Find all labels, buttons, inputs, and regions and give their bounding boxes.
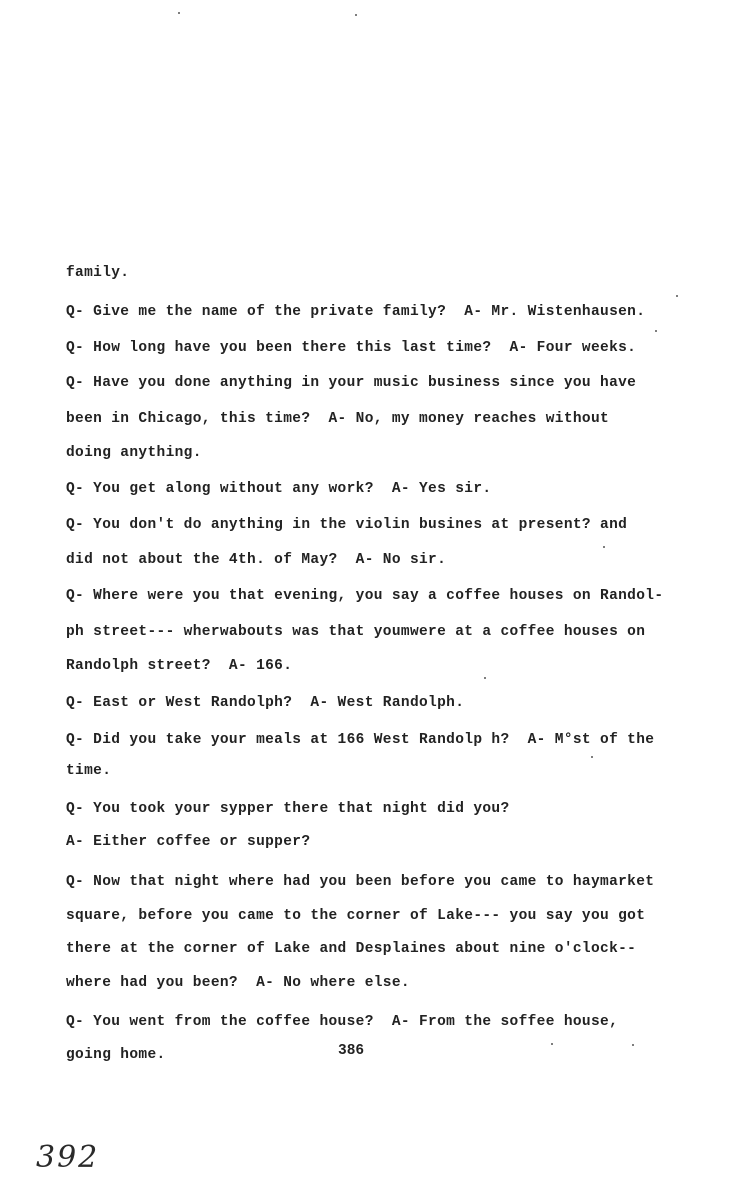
scan-speck [178,12,180,14]
transcript-line: Q- Now that night where had you been before you came to haymarket [66,874,655,890]
transcript-line: Q- You get along without any work? A- Yes sir. [66,481,492,497]
scan-speck [484,677,486,679]
transcript-line: going home. [66,1047,166,1063]
transcript-line: Q- You don't do anything in the violin busines at present? and [66,517,628,533]
transcript-line: time. [66,763,112,779]
transcript-line: ph street--- wherwabouts was that youmwere at a coffee houses on [66,624,646,640]
transcript-line: there at the corner of Lake and Desplaines about nine o'clock-- [66,941,637,957]
transcript-line: Q- How long have you been there this last time? A- Four weeks. [66,340,637,356]
scan-speck [676,295,678,297]
transcript-line: family. [66,265,130,281]
scan-speck [551,1043,553,1045]
transcript-line: Q- Have you done anything in your music business since you have [66,375,637,391]
transcript-line: Q- You went from the coffee house? A- From the soffee house, [66,1014,619,1030]
transcript-line: doing anything. [66,445,202,461]
transcript-line: Randolph street? A- 166. [66,658,293,674]
transcript-line: Q- East or West Randolph? A- West Randolph. [66,695,465,711]
transcript-line: where had you been? A- No where else. [66,975,410,991]
transcript-line: Q- Did you take your meals at 166 West Randolp h? A- M°st of the [66,732,655,748]
scan-speck [655,330,657,332]
transcript-line: A- Either coffee or supper? [66,834,311,850]
handwritten-page-number: 392 [36,1140,100,1175]
transcript-line: been in Chicago, this time? A- No, my money reaches without [66,411,610,427]
transcript-line: Q- Give me the name of the private family? A- Mr. Wistenhausen. [66,304,646,320]
transcript-line: square, before you came to the corner of Lake--- you say you got [66,908,646,924]
transcript-line: Q- Where were you that evening, you say a coffee houses on Randol- [66,588,664,604]
page-number: 386 [338,1043,365,1059]
scan-speck [355,14,357,16]
transcript-line: Q- You took your sypper there that night did you? [66,801,510,817]
scan-speck [632,1044,634,1046]
transcript-line: did not about the 4th. of May? A- No sir. [66,552,447,568]
scan-speck [603,546,605,548]
scan-speck [591,756,593,758]
